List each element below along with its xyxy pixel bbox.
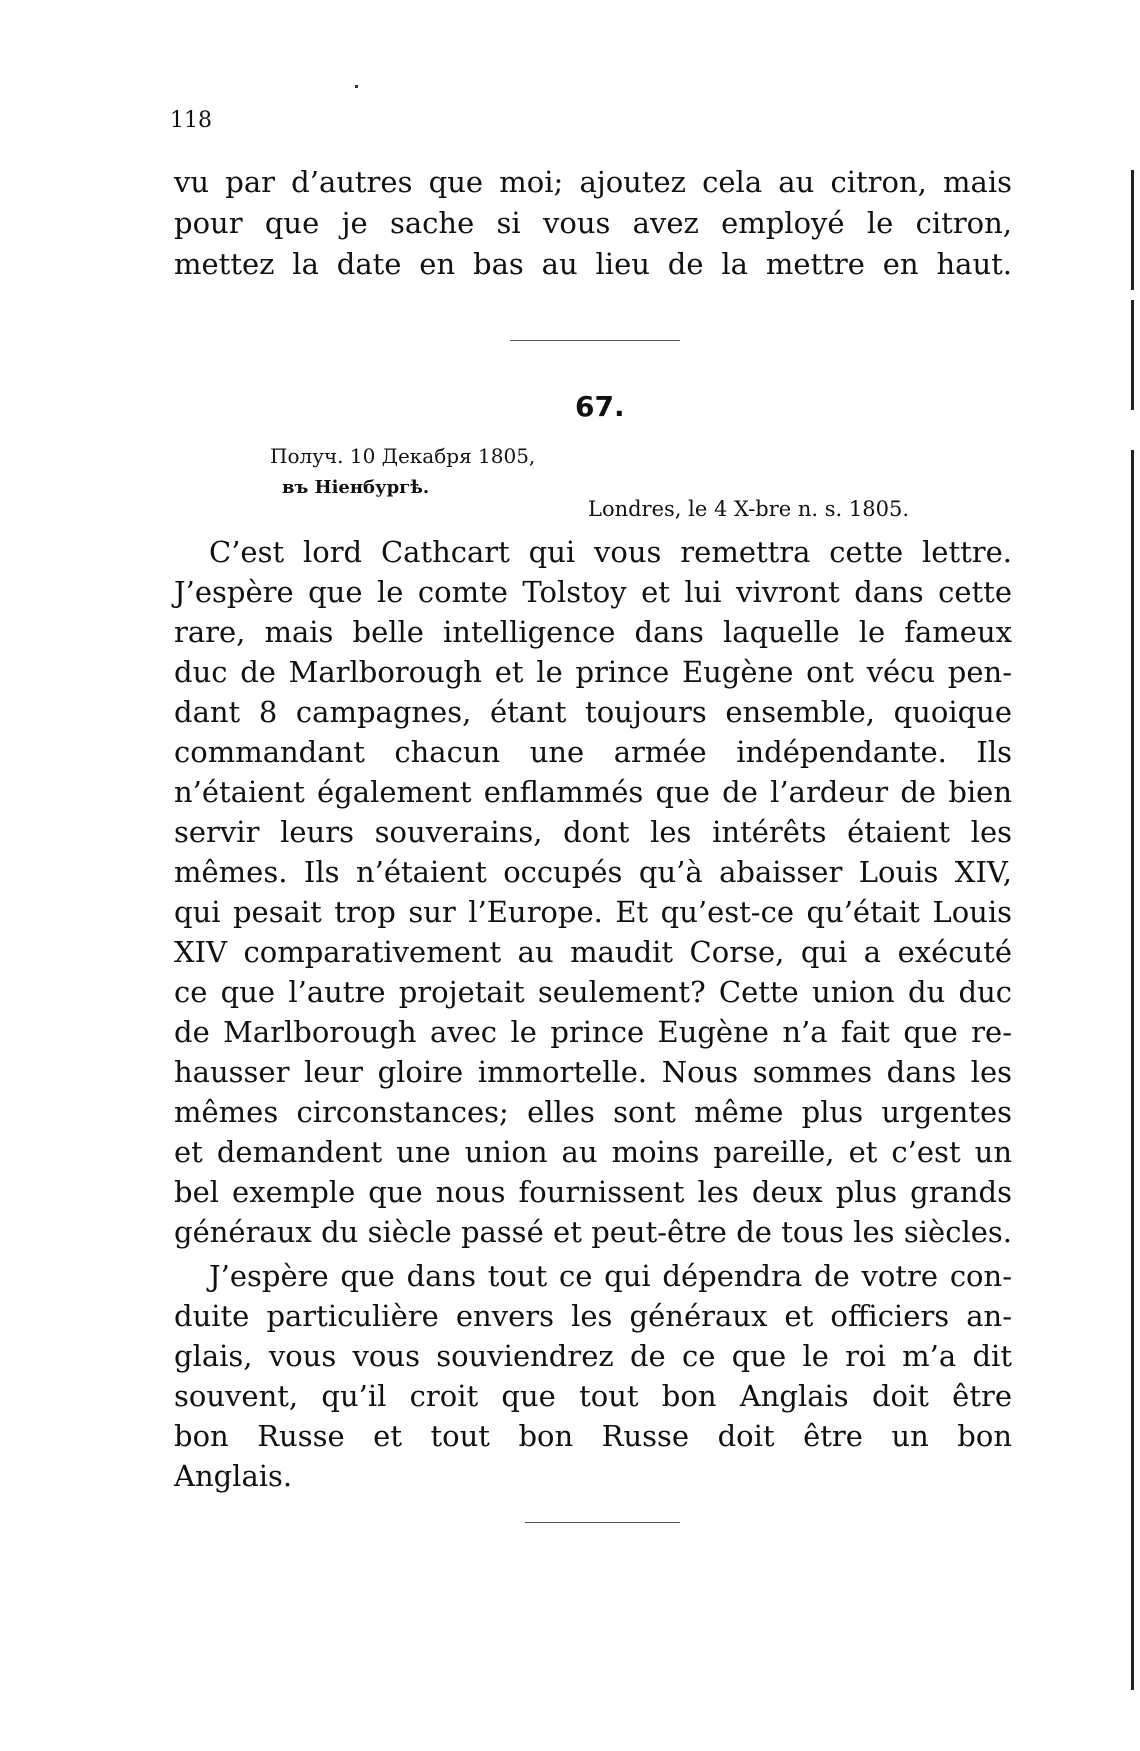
scan-edge-line xyxy=(1131,300,1134,410)
section-divider-top xyxy=(510,340,680,341)
letter-body-line: C’est lord Cathcart qui vous remettra cette lettre. xyxy=(209,535,1012,569)
letter-body-line: bel exemple que nous fournissent les deux plus grands xyxy=(174,1175,1012,1209)
continuation-line: pour que je sache si vous avez employé le citron, xyxy=(174,206,1012,240)
continuation-line: mettez la date en bas au lieu de la mettre en haut. xyxy=(174,247,1012,281)
letter-body-line: XIV comparativement au maudit Corse, qui a exécuté xyxy=(174,935,1012,969)
letter-body-line: dant 8 campagnes, étant toujours ensemble, quoique xyxy=(174,695,1012,729)
page-number: 118 xyxy=(170,108,212,133)
letter-body-line: mêmes. Ils n’étaient occupés qu’à abaisser Louis XIV, xyxy=(174,855,1012,889)
letter-body-line: qui pesait trop sur l’Europe. Et qu’est-ce qu’était Louis xyxy=(174,895,1012,929)
scan-edge-line xyxy=(1131,450,1134,1690)
letter-body-line: mêmes circonstances; elles sont même plus urgentes xyxy=(174,1095,1012,1129)
letter-body-line: souvent, qu’il croit que tout bon Anglais doit être xyxy=(174,1379,1012,1413)
letter-body-line: J’espère que le comte Tolstoy et lui vivront dans cette xyxy=(174,575,1012,609)
letter-body-line: servir leurs souverains, dont les intérêts étaient les xyxy=(174,815,1012,849)
letter-body-line: rare, mais belle intelligence dans laquelle le fameux xyxy=(174,615,1012,649)
letter-body-line: ce que l’autre projetait seulement? Cette union du duc xyxy=(174,975,1012,1009)
section-divider-bottom xyxy=(525,1522,680,1523)
letter-body-line: commandant chacun une armée indépendante. Ils xyxy=(174,735,1012,769)
letter-body-line: généraux du siècle passé et peut-être de tous les siècles. xyxy=(174,1215,1012,1249)
received-note-line1: Получ. 10 Декабря 1805, xyxy=(270,444,536,468)
letter-body-line: Anglais. xyxy=(174,1459,293,1493)
letter-dateline: Londres, le 4 X-bre n. s. 1805. xyxy=(588,497,910,521)
received-note xyxy=(270,440,535,504)
letter-number: 67. xyxy=(575,390,625,423)
letter-body-line: duc de Marlborough et le prince Eugène ont vécu pen- xyxy=(174,655,1012,689)
letter-body-line: glais, vous vous souviendrez de ce que le roi m’a dit xyxy=(174,1339,1012,1373)
continuation-line: vu par d’autres que moi; ajoutez cela au citron, mais xyxy=(174,165,1012,199)
letter-body-line: bon Russe et tout bon Russe doit être un bon xyxy=(174,1419,1012,1453)
received-note-line2: въ Ніенбургѣ. xyxy=(282,477,430,498)
letter-body-line: hausser leur gloire immortelle. Nous sommes dans les xyxy=(174,1055,1012,1089)
letter-body-line: duite particulière envers les généraux et officiers an- xyxy=(174,1299,1012,1333)
letter-body-line: n’étaient également enflammés que de l’ardeur de bien xyxy=(174,775,1012,809)
letter-body-line: J’espère que dans tout ce qui dépendra de votre con- xyxy=(209,1259,1012,1293)
scan-edge-line xyxy=(1131,170,1134,290)
letter-body-line: de Marlborough avec le prince Eugène n’a fait que re- xyxy=(174,1015,1012,1049)
scan-dot xyxy=(355,85,358,88)
letter-body-line: et demandent une union au moins pareille, et c’est un xyxy=(174,1135,1012,1169)
